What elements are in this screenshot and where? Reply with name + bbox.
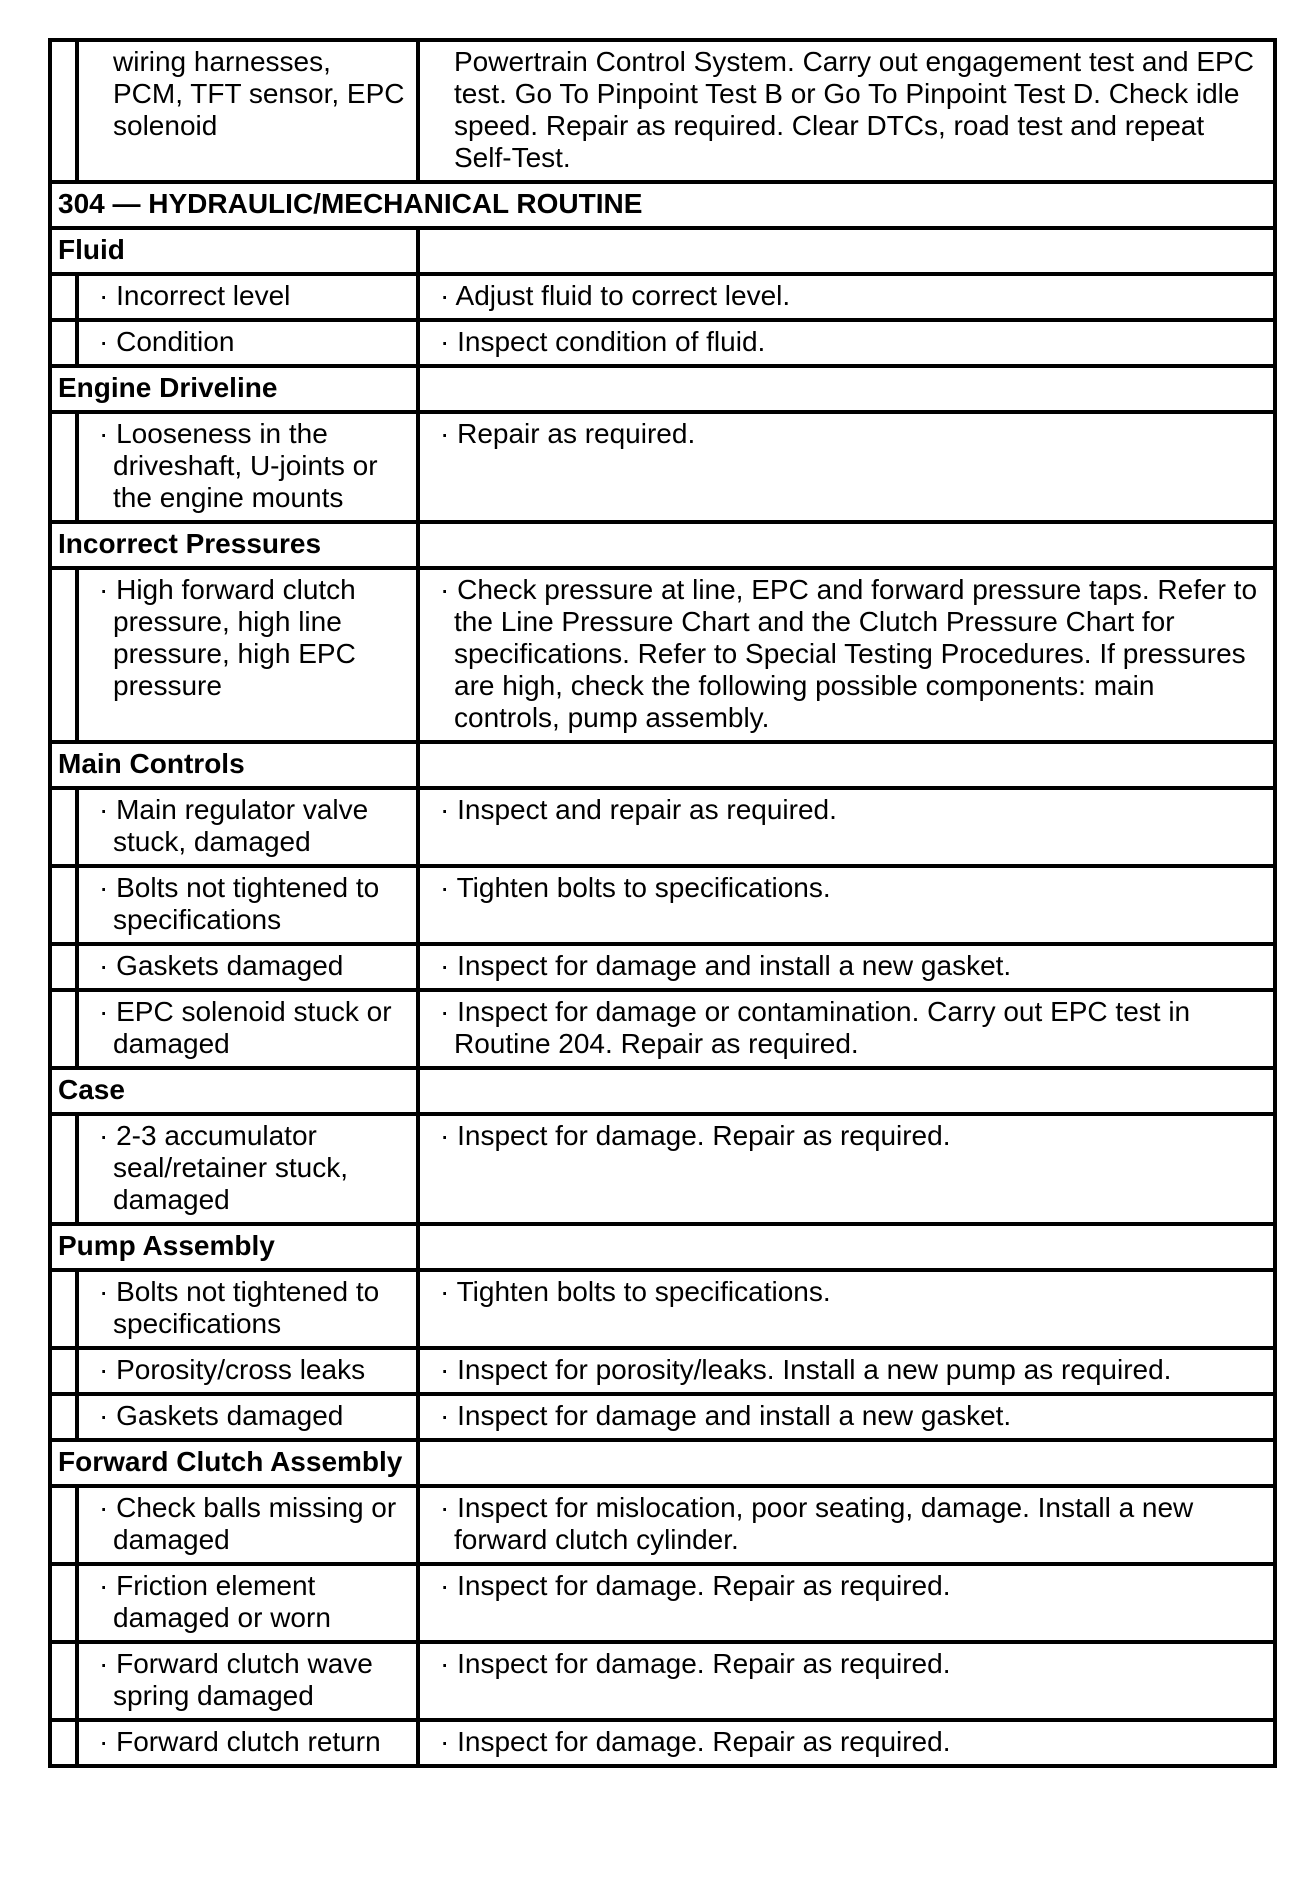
section-header-row	[50, 1068, 1275, 1114]
section-title: Engine Driveline	[50, 366, 418, 412]
section-empty-cell	[418, 1068, 1275, 1114]
action-cell	[418, 1720, 1275, 1766]
table-row	[50, 320, 1275, 366]
table-row	[50, 1642, 1275, 1720]
action-text: · Inspect for damage and install a new gasket.	[440, 1400, 1012, 1431]
cause-cell	[77, 568, 418, 742]
table-row	[50, 788, 1275, 866]
cause-cell	[77, 274, 418, 320]
indent-cell	[50, 568, 77, 742]
action-cell	[418, 944, 1275, 990]
cause-cell	[77, 1564, 418, 1642]
cause-text: · Gaskets damaged	[99, 950, 344, 981]
table-row	[50, 274, 1275, 320]
cause-text: · EPC solenoid stuck or damaged	[99, 996, 392, 1059]
indent-cell	[50, 1720, 77, 1766]
cause-cell	[77, 412, 418, 522]
cause-cell	[77, 320, 418, 366]
action-text: · Check pressure at line, EPC and forward pressure taps. Refer to the Line Pressure Chart and the Clutch Pressure Chart for specifications. Refer to Special Testing Procedures. If pressures are high, check the following possible components: main controls, pump assembly.	[440, 574, 1258, 733]
section-title: Fluid	[50, 228, 418, 274]
indent-cell	[50, 866, 77, 944]
section-title: Main Controls	[50, 742, 418, 788]
indent-cell	[50, 1642, 77, 1720]
action-cell	[418, 990, 1275, 1068]
table-row	[50, 1564, 1275, 1642]
section-title: Case	[50, 1068, 418, 1114]
cause-text: · 2-3 accumulator seal/retainer stuck, damaged	[99, 1120, 348, 1215]
action-text: · Adjust fluid to correct level.	[440, 280, 791, 311]
cause-cell	[77, 1394, 418, 1440]
action-text: · Inspect for damage. Repair as required.	[440, 1570, 951, 1601]
table-row	[50, 40, 1275, 182]
cause-text: · Forward clutch wave spring damaged	[99, 1648, 373, 1711]
cause-cell	[77, 40, 418, 182]
section-header-row	[50, 742, 1275, 788]
cause-text: · Main regulator valve stuck, damaged	[99, 794, 369, 857]
section-header-row	[50, 366, 1275, 412]
action-cell	[418, 1348, 1275, 1394]
action-cell	[418, 1114, 1275, 1224]
action-cell	[418, 1564, 1275, 1642]
action-text: · Repair as required.	[440, 418, 696, 449]
cause-text: · Gaskets damaged	[99, 1400, 344, 1431]
action-cell	[418, 274, 1275, 320]
section-title: Incorrect Pressures	[50, 522, 418, 568]
routine-title-row	[50, 182, 1275, 228]
cause-cell	[77, 944, 418, 990]
cause-text: · Check balls missing or damaged	[99, 1492, 397, 1555]
cause-cell	[77, 866, 418, 944]
table-row	[50, 1114, 1275, 1224]
cause-cell	[77, 788, 418, 866]
cause-cell	[77, 1486, 418, 1564]
action-text: · Inspect for damage. Repair as required.	[440, 1726, 951, 1757]
indent-cell	[50, 1114, 77, 1224]
indent-cell	[50, 990, 77, 1068]
action-text: · Inspect for mislocation, poor seating, damage. Install a new forward clutch cylinder.	[440, 1492, 1194, 1555]
action-cell	[418, 320, 1275, 366]
indent-cell	[50, 320, 77, 366]
cause-text: · Friction element damaged or worn	[99, 1570, 331, 1633]
table-row	[50, 412, 1275, 522]
action-cell	[418, 568, 1275, 742]
action-cell	[418, 412, 1275, 522]
indent-cell	[50, 274, 77, 320]
table-row	[50, 866, 1275, 944]
cause-text: · Porosity/cross leaks	[99, 1354, 366, 1385]
diagnosis-table-body	[50, 40, 1275, 1766]
action-cell	[418, 1270, 1275, 1348]
section-empty-cell	[418, 228, 1275, 274]
action-cell	[418, 1642, 1275, 1720]
table-row	[50, 944, 1275, 990]
cause-text: · Condition	[99, 326, 235, 357]
indent-cell	[50, 1270, 77, 1348]
indent-cell	[50, 1348, 77, 1394]
cause-text: wiring harnesses, PCM, TFT sensor, EPC solenoid	[113, 46, 405, 141]
section-title: Forward Clutch Assembly	[50, 1440, 418, 1486]
action-cell	[418, 788, 1275, 866]
indent-cell	[50, 788, 77, 866]
action-cell	[418, 1394, 1275, 1440]
cause-text: · Incorrect level	[99, 280, 291, 311]
section-header-row	[50, 522, 1275, 568]
cause-cell	[77, 1114, 418, 1224]
cause-cell	[77, 1348, 418, 1394]
table-row	[50, 1270, 1275, 1348]
action-text: · Inspect for damage. Repair as required.	[440, 1120, 951, 1151]
table-row	[50, 568, 1275, 742]
section-title: Pump Assembly	[50, 1224, 418, 1270]
indent-cell	[50, 1564, 77, 1642]
indent-cell	[50, 40, 77, 182]
table-row	[50, 1486, 1275, 1564]
cause-text: · Forward clutch return	[99, 1726, 381, 1757]
cause-text: · Bolts not tightened to specifications	[99, 872, 380, 935]
section-empty-cell	[418, 742, 1275, 788]
routine-title: 304 — HYDRAULIC/MECHANICAL ROUTINE	[50, 182, 1275, 228]
indent-cell	[50, 1394, 77, 1440]
action-text: · Inspect for porosity/leaks. Install a new pump as required.	[440, 1354, 1172, 1385]
action-cell	[418, 866, 1275, 944]
indent-cell	[50, 944, 77, 990]
action-cell	[418, 1486, 1275, 1564]
section-header-row	[50, 1440, 1275, 1486]
action-text: Powertrain Control System. Carry out engagement test and EPC test. Go To Pinpoint Test B or Go To Pinpoint Test D. Check idle speed. Repair as required. Clear DTCs, road test and repeat Self-Test.	[454, 46, 1254, 173]
action-text: · Inspect for damage and install a new gasket.	[440, 950, 1012, 981]
table-row	[50, 990, 1275, 1068]
action-text: · Tighten bolts to specifications.	[440, 872, 831, 903]
table-row	[50, 1720, 1275, 1766]
cause-cell	[77, 990, 418, 1068]
cause-cell	[77, 1642, 418, 1720]
action-text: · Inspect for damage or contamination. Carry out EPC test in Routine 204. Repair as required.	[440, 996, 1191, 1059]
cause-text: · High forward clutch pressure, high line pressure, high EPC pressure	[99, 574, 356, 701]
table-row	[50, 1394, 1275, 1440]
section-empty-cell	[418, 366, 1275, 412]
section-header-row	[50, 228, 1275, 274]
action-text: · Tighten bolts to specifications.	[440, 1276, 831, 1307]
indent-cell	[50, 1486, 77, 1564]
action-text: · Inspect condition of fluid.	[440, 326, 766, 357]
action-text: · Inspect for damage. Repair as required.	[440, 1648, 951, 1679]
diagnosis-table	[48, 38, 1277, 1768]
cause-cell	[77, 1720, 418, 1766]
section-empty-cell	[418, 1440, 1275, 1486]
cause-text: · Looseness in the driveshaft, U-joints or the engine mounts	[99, 418, 378, 513]
cause-text: · Bolts not tightened to specifications	[99, 1276, 380, 1339]
cause-cell	[77, 1270, 418, 1348]
action-cell	[418, 40, 1275, 182]
indent-cell	[50, 412, 77, 522]
section-empty-cell	[418, 522, 1275, 568]
section-header-row	[50, 1224, 1275, 1270]
section-empty-cell	[418, 1224, 1275, 1270]
table-row	[50, 1348, 1275, 1394]
action-text: · Inspect and repair as required.	[440, 794, 837, 825]
